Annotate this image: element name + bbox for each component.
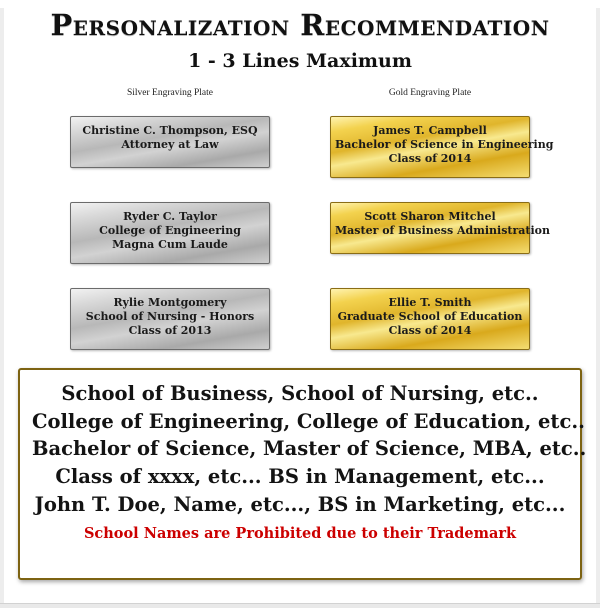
plate-line: Graduate School of Education	[337, 310, 523, 324]
personalization-recommendation-page	[0, 8, 600, 608]
plate-sample	[330, 202, 550, 254]
page-subtitle: 1 - 3 Lines Maximum	[188, 50, 412, 72]
plate-sample	[330, 288, 530, 350]
example-line: College of Engineering, College of Education, etc..	[32, 409, 585, 433]
column-header-silver: Silver Engraving Plate	[126, 88, 213, 98]
plate-line: College of Engineering	[99, 224, 241, 238]
page-title: Personalization Recommendation	[50, 8, 550, 42]
plate-line: Rylie Montgomery	[113, 296, 227, 309]
plate-line: James T. Campbell	[373, 124, 487, 137]
example-line: Bachelor of Science, Master of Science, MBA, etc..	[32, 437, 587, 461]
example-text-panel	[18, 368, 587, 580]
plate-line: School of Nursing - Honors	[85, 310, 255, 324]
plate-sample	[330, 116, 554, 178]
plate-samples-grid	[0, 110, 600, 370]
plate-line: Scott Sharon Mitchel	[364, 210, 496, 223]
column-headers	[0, 88, 600, 106]
page-edge-bottom	[0, 603, 600, 608]
plate-sample	[70, 116, 270, 168]
plate-line: Ellie T. Smith	[388, 296, 472, 309]
plate-line: Class of 2014	[388, 324, 472, 338]
trademark-warning: School Names are Prohibited due to their Trademark	[83, 525, 517, 543]
plate-line: Attorney at Law	[121, 138, 219, 152]
example-line: John T. Doe, Name, etc..., BS in Marketing, etc...	[34, 492, 566, 516]
plate-sample	[70, 202, 270, 264]
plate-line: Bachelor of Science in Engineering	[335, 138, 554, 152]
plate-line: Magna Cum Laude	[112, 238, 228, 252]
plate-line: Ryder C. Taylor	[123, 210, 217, 223]
plate-line: Class of 2013	[128, 324, 212, 338]
example-line: School of Business, School of Nursing, etc..	[61, 382, 539, 405]
plate-line: Master of Business Administration	[335, 224, 550, 238]
plate-sample	[70, 288, 270, 350]
column-header-gold: Gold Engraving Plate	[388, 88, 472, 98]
plate-line: Christine C. Thompson, ESQ	[82, 124, 258, 137]
plate-line: Class of 2014	[388, 152, 472, 166]
example-line: Class of xxxx, etc... BS in Management, etc...	[55, 465, 545, 489]
